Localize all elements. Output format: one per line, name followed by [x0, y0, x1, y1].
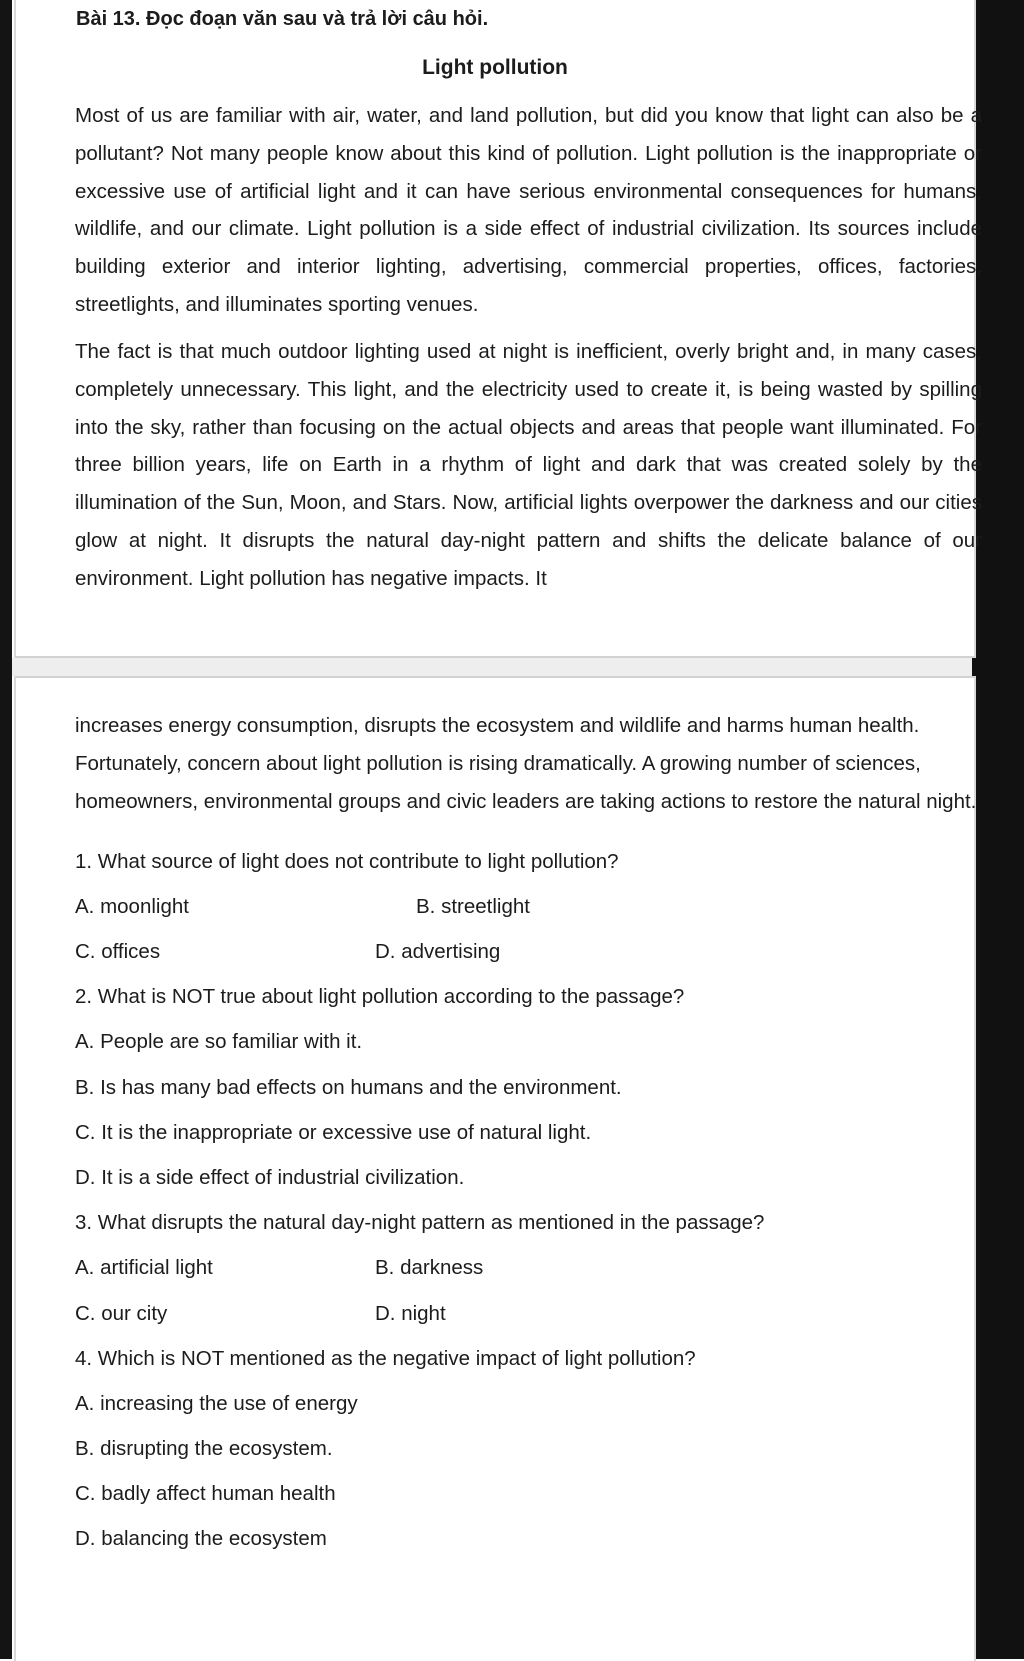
question-3: 3. What disrupts the natural day-night pattern as mentioned in the passage?	[75, 1211, 765, 1234]
question-2-option-c: C. It is the inappropriate or excessive use of natural light.	[75, 1121, 592, 1144]
page-separator	[12, 658, 972, 676]
exercise-heading: Bài 13. Đọc đoạn văn sau và trả lời câu hỏi.	[76, 8, 489, 30]
question-1-option-b: B. streetlight	[416, 895, 530, 918]
question-4: 4. Which is NOT mentioned as the negative impact of light pollution?	[75, 1347, 696, 1370]
question-2-option-a: A. People are so familiar with it.	[75, 1030, 363, 1053]
question-4-option-d: D. balancing the ecosystem	[75, 1527, 327, 1550]
question-3-option-b: B. darkness	[375, 1256, 484, 1279]
question-1-option-a: A. moonlight	[75, 895, 189, 918]
question-2-option-d: D. It is a side effect of industrial civilization.	[75, 1166, 465, 1189]
question-3-option-c: C. our city	[75, 1302, 168, 1325]
question-2: 2. What is NOT true about light pollution according to the passage?	[75, 985, 685, 1008]
question-4-option-c: C. badly affect human health	[75, 1482, 336, 1505]
passage-paragraph-1: Most of us are familiar with air, water, and land pollution, but did you know that light can also be a pollutant? Not many people know about this kind of pollution. Light pollution is the inappropriate or excessive use of artificial light and it can have serious environmental consequences for humans, wildlife, and our climate. Light pollution is a side effect of industrial civilization. Its sources include building exterior and interior lighting, advertising, commercial properties, offices, factories, streetlights, and illuminates sporting venues.	[75, 104, 982, 316]
left-border	[0, 0, 12, 1659]
question-3-option-d: D. night	[375, 1302, 446, 1325]
question-1-option-c: C. offices	[75, 940, 161, 963]
passage-title: Light pollution	[422, 56, 568, 79]
question-1-option-d: D. advertising	[375, 940, 501, 963]
document-page-1	[14, 0, 982, 658]
question-4-option-a: A. increasing the use of energy	[75, 1392, 358, 1415]
question-1: 1. What source of light does not contribute to light pollution?	[75, 850, 619, 873]
question-2-option-b: B. Is has many bad effects on humans and the environment.	[75, 1076, 622, 1099]
passage-paragraph-2-continued: increases energy consumption, disrupts the ecosystem and wildlife and harms human health. Fortunately, concern about light pollution is rising dramatically. A growing number of sciences, homeowners, environmental groups and civic leaders are taking actions to restore the natural night.	[75, 714, 977, 813]
passage-paragraph-2: The fact is that much outdoor lighting used at night is inefficient, overly bright and, in many cases, completely unnecessary. This light, and the electricity used to create it, is being wasted by spilling into the sky, rather than focusing on the actual objects and areas that people want illuminated. For three billion years, life on Earth in a rhythm of light and dark that was created solely by the illumination of the Sun, Moon, and Stars. Now, artificial lights overpower the darkness and our cities glow at night. It disrupts the natural day-night pattern and shifts the delicate balance of our environment. Light pollution has negative impacts. It	[75, 340, 982, 590]
question-3-option-a: A. artificial light	[75, 1256, 213, 1279]
question-4-option-b: B. disrupting the ecosystem.	[75, 1437, 333, 1460]
document-page-2	[14, 676, 976, 1661]
